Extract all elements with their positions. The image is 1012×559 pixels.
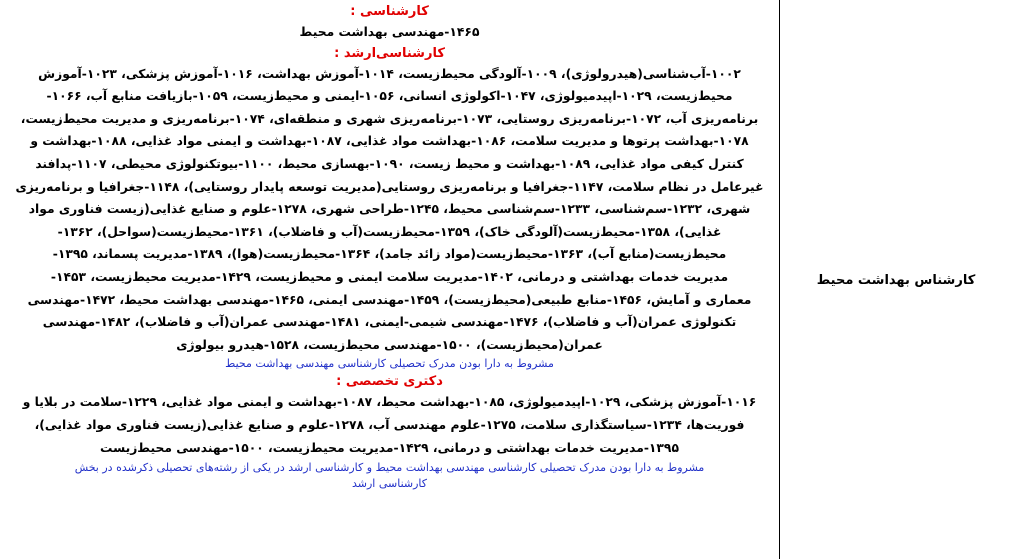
master-heading: کارشناسی‌ارشد : [334,45,445,61]
master-line: معماری و آمایش، ۱۴۵۶-منابع طبیعی(محیط‌زیست)، ۱۴۵۹-مهندسی ایمنی، ۱۴۶۵-مهندسی بهداشت محیط، ۱۴۷۲-مهندسی [27,292,752,307]
master-line: تکنولوژی عمران(آب و فاضلاب)، ۱۴۷۶-مهندسی شیمی-ایمنی، ۱۴۸۱-مهندسی عمران(آب و فاضلاب)، ۱۴۸۲-مهندسی [42,315,737,330]
master-line: ۱۰۰۲-آب‌شناسی(هیدرولوژی)، ۱۰۰۹-آلودگی محیط‌زیست، ۱۰۱۴-آموزش بهداشت، ۱۰۱۶-آموزش پزشکی، ۱۰۲۳-آموزش [38,66,741,81]
master-line: ۱۰۷۸-بهداشت پرتوها و مدیریت سلامت، ۱۰۸۶-بهداشت مواد غذایی، ۱۰۸۷-بهداشت و ایمنی مواد غذایی، ۱۰۸۸-بهداشت و [30,134,749,149]
master-condition-note: مشروط به دارا بودن مدرک تحصیلی کارشناسی مهندسی بهداشت محیط [225,357,554,371]
master-line: محیط‌زیست(منابع آب)، ۱۳۶۳-محیط‌زیست(مواد زائد جامد)، ۱۳۶۴-محیط‌زیست(هوا)، ۱۳۸۹-مدیریت پسماند، ۱۳۹۵- [52,247,727,262]
master-line: برنامه‌ریزی آب، ۱۰۷۲-برنامه‌ریزی روستایی، ۱۰۷۳-برنامه‌ریزی شهری و منطقه‌ای، ۱۰۷۴-برنامه‌ریزی و مدیریت محیط‌زیست، [20,111,759,126]
master-line: محیط‌زیست، ۱۰۲۹-اپیدمیولوژی، ۱۰۴۷-اکولوژی انسانی، ۱۰۵۶-ایمنی و محیط‌زیست، ۱۰۵۹-بازیافت منابع آب، ۱۰۶۶- [46,89,733,104]
master-line: کنترل کیفی مواد غذایی، ۱۰۸۹-بهداشت و محیط زیست، ۱۰۹۰-بهسازی محیط، ۱۱۰۰-بیوتکنولوژی محیطی، ۱۱۰۷-پدافند [35,156,744,171]
phd-line: فوریت‌ها، ۱۲۳۴-سیاستگذاری سلامت، ۱۲۷۵-علوم مهندسی آب، ۱۲۷۸-علوم و صنایع غذایی(زیست فناوری مواد غذایی)، [34,417,745,432]
master-line: شهری، ۱۲۳۲-سم‌شناسی، ۱۲۳۳-سم‌شناسی محیط، ۱۲۴۵-طراحی شهری، ۱۲۷۸-علوم و صنایع غذایی(زیست فناوری مواد [28,202,751,217]
bachelor-line: ۱۴۶۵-مهندسی بهداشت محیط [299,25,480,39]
phd-note-line: کارشناسی ارشد [351,477,428,491]
phd-heading: دکتری تخصصی : [336,374,443,390]
phd-note-line: مشروط به دارا بودن مدرک تحصیلی کارشناسی مهندسی بهداشت محیط و کارشناسی ارشد در یکی از رشته‌های تحصیلی ذکرشده در بخش [74,461,705,475]
phd-condition-note [6,460,773,492]
phd-line: ۱۳۹۵-مدیریت خدمات بهداشتی و درمانی، ۱۴۲۹-مدیریت محیط‌زیست، ۱۵۰۰-مهندسی محیط‌زیست [100,440,679,455]
master-line: مدیریت خدمات بهداشتی و درمانی، ۱۴۰۲-مدیریت سلامت ایمنی و محیط‌زیست، ۱۴۲۹-مدیریت محیط‌زیست، ۱۴۵۳- [50,269,729,284]
job-title: کارشناس بهداشت محیط [816,273,976,288]
bachelor-heading: کارشناسی : [350,4,429,19]
phd-line: ۱۰۱۶-آموزش پزشکی، ۱۰۲۹-اپیدمیولوژی، ۱۰۸۵-بهداشت محیط، ۱۰۸۷-بهداشت و ایمنی مواد غذایی، ۱۲۲۹-سلامت در بلایا و [22,395,757,410]
master-line: غیرعامل در نظام سلامت، ۱۱۴۷-جغرافیا و برنامه‌ریزی روستایی(مدیریت توسعه پایدار روستایی)، ۱۱۴۸-جغرافیا و برنامه‌ریزی [15,179,764,194]
master-line: عمران(محیط‌زیست)، ۱۵۰۰-مهندسی محیط‌زیست، ۱۵۲۸-هیدرو بیولوژی [176,337,603,352]
job-title-cell [779,0,1012,559]
master-line: غذایی)، ۱۳۵۸-محیط‌زیست(آلودگی خاک)، ۱۳۵۹-محیط‌زیست(آب و فاضلاب)، ۱۳۶۱-محیط‌زیست(سواحل)، ۱۳۶۲- [57,224,722,239]
